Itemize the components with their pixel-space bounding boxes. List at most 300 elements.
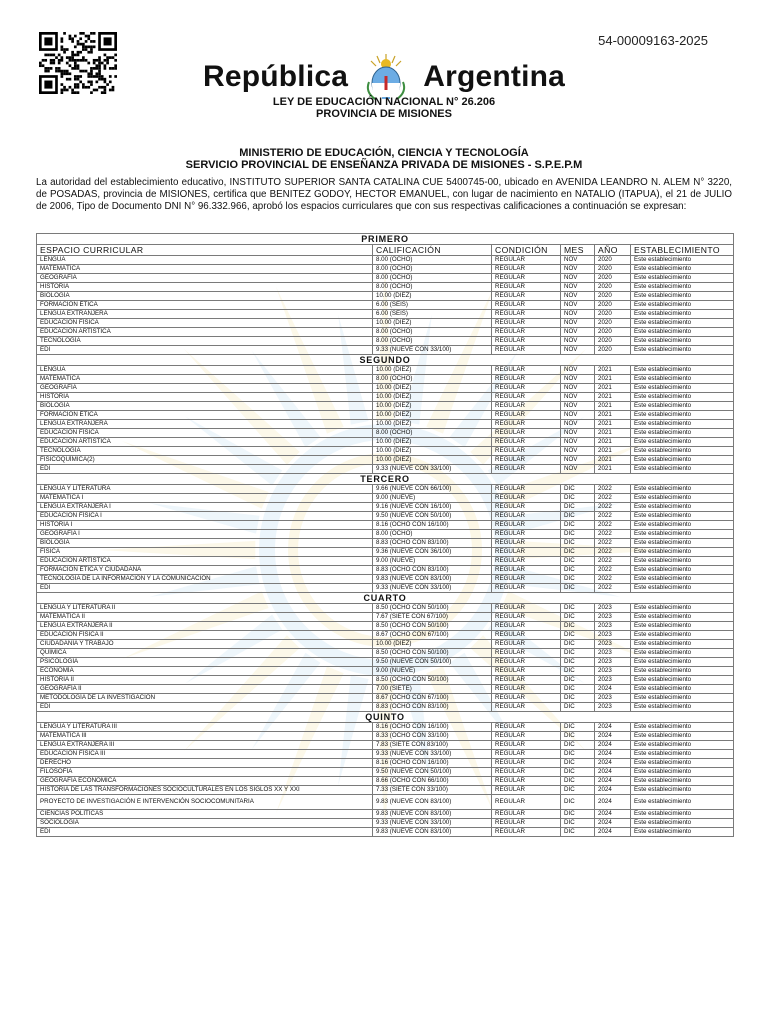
cell-condition: REGULAR (492, 649, 561, 658)
cell-grade: 9.16 (NUEVE CON 16/100) (373, 503, 492, 512)
cell-year: 2022 (595, 584, 631, 593)
cell-condition: REGULAR (492, 828, 561, 837)
cell-year: 2020 (595, 328, 631, 337)
table-row (37, 375, 734, 384)
cell-year: 2022 (595, 503, 631, 512)
cell-month: DIC (561, 741, 595, 750)
cell-year: 2020 (595, 319, 631, 328)
table-row (37, 575, 734, 584)
table-row (37, 292, 734, 301)
cell-institution: Este establecimiento (631, 438, 734, 447)
cell-month: DIC (561, 512, 595, 521)
cell-institution: Este establecimiento (631, 640, 734, 649)
cell-condition: REGULAR (492, 346, 561, 355)
cell-year: 2024 (595, 786, 631, 795)
column-header-institution: ESTABLECIMIENTO (631, 245, 734, 256)
table-row (37, 265, 734, 274)
table-row (37, 703, 734, 712)
cell-grade: 10.00 (DIEZ) (373, 393, 492, 402)
cell-month: NOV (561, 310, 595, 319)
cell-grade: 9.33 (NUEVE CON 33/100) (373, 465, 492, 474)
year-section-title: PRIMERO (37, 234, 734, 245)
cell-grade: 8.50 (OCHO CON 50/100) (373, 649, 492, 658)
cell-grade: 8.33 (OCHO CON 33/100) (373, 732, 492, 741)
table-row (37, 676, 734, 685)
table-row (37, 503, 734, 512)
cell-condition: REGULAR (492, 539, 561, 548)
cell-subject: GEOGRAFÍA I (37, 530, 373, 539)
cell-grade: 10.00 (DIEZ) (373, 640, 492, 649)
cell-grade: 9.83 (NUEVE CON 83/100) (373, 795, 492, 810)
cell-subject: HISTORIA II (37, 676, 373, 685)
cell-grade: 10.00 (DIEZ) (373, 292, 492, 301)
cell-subject: LENGUA Y LITERATURA III (37, 723, 373, 732)
cell-month: NOV (561, 375, 595, 384)
cell-subject: PSICOLOGÍA (37, 658, 373, 667)
table-row (37, 759, 734, 768)
cell-condition: REGULAR (492, 402, 561, 411)
table-row (37, 420, 734, 429)
cell-subject: CIUDADANÍA Y TRABAJO (37, 640, 373, 649)
cell-month: DIC (561, 649, 595, 658)
cell-year: 2021 (595, 384, 631, 393)
cell-grade: 8.67 (OCHO CON 67/100) (373, 694, 492, 703)
cell-month: DIC (561, 530, 595, 539)
table-row (37, 274, 734, 283)
cell-subject: LENGUA (37, 256, 373, 265)
cell-institution: Este establecimiento (631, 810, 734, 819)
cell-condition: REGULAR (492, 447, 561, 456)
cell-condition: REGULAR (492, 503, 561, 512)
cell-condition: REGULAR (492, 456, 561, 465)
cell-month: DIC (561, 604, 595, 613)
cell-grade: 8.00 (OCHO) (373, 274, 492, 283)
cell-subject: TECNOLOGÍA DE LA INFORMACIÓN Y LA COMUNICACIÓN (37, 575, 373, 584)
cell-year: 2024 (595, 685, 631, 694)
cell-subject: FISICOQUÍMICA(2) (37, 456, 373, 465)
cell-month: DIC (561, 521, 595, 530)
cell-year: 2024 (595, 759, 631, 768)
cell-month: DIC (561, 694, 595, 703)
cell-year: 2024 (595, 768, 631, 777)
cell-subject: DERECHO (37, 759, 373, 768)
table-row (37, 521, 734, 530)
cell-subject: ECONOMÍA (37, 667, 373, 676)
table-row (37, 723, 734, 732)
cell-subject: GEOGRAFÍA II (37, 685, 373, 694)
cell-subject: HISTORIA (37, 393, 373, 402)
cell-month: NOV (561, 447, 595, 456)
cell-grade: 10.00 (DIEZ) (373, 456, 492, 465)
cell-month: DIC (561, 640, 595, 649)
cell-month: NOV (561, 319, 595, 328)
cell-condition: REGULAR (492, 750, 561, 759)
cell-subject: BIOLOGÍA (37, 539, 373, 548)
cell-subject: EDUCACIÓN FÍSICA II (37, 631, 373, 640)
cell-month: NOV (561, 429, 595, 438)
cell-grade: 8.67 (OCHO CON 67/100) (373, 631, 492, 640)
cell-subject: FORMACIÓN ÉTICA (37, 301, 373, 310)
cell-condition: REGULAR (492, 584, 561, 593)
cell-institution: Este establecimiento (631, 310, 734, 319)
column-header-month: MES (561, 245, 595, 256)
cell-grade: 10.00 (DIEZ) (373, 411, 492, 420)
cell-grade: 8.50 (OCHO CON 50/100) (373, 676, 492, 685)
cell-institution: Este establecimiento (631, 521, 734, 530)
cell-institution: Este establecimiento (631, 393, 734, 402)
cell-grade: 8.00 (OCHO) (373, 375, 492, 384)
cell-institution: Este establecimiento (631, 819, 734, 828)
cell-subject: EDUCACIÓN FÍSICA (37, 429, 373, 438)
cell-condition: REGULAR (492, 640, 561, 649)
cell-month: DIC (561, 795, 595, 810)
table-row (37, 810, 734, 819)
cell-grade: 9.33 (NUEVE CON 33/100) (373, 584, 492, 593)
cell-year: 2022 (595, 494, 631, 503)
cell-condition: REGULAR (492, 310, 561, 319)
cell-condition: REGULAR (492, 613, 561, 622)
cell-month: DIC (561, 494, 595, 503)
cell-grade: 9.83 (NUEVE CON 83/100) (373, 828, 492, 837)
cell-year: 2024 (595, 777, 631, 786)
cell-institution: Este establecimiento (631, 503, 734, 512)
cell-subject: TECNOLOGÍA (37, 337, 373, 346)
cell-condition: REGULAR (492, 819, 561, 828)
cell-institution: Este establecimiento (631, 485, 734, 494)
cell-condition: REGULAR (492, 521, 561, 530)
cell-year: 2024 (595, 795, 631, 810)
cell-institution: Este establecimiento (631, 613, 734, 622)
cell-month: NOV (561, 256, 595, 265)
cell-condition: REGULAR (492, 411, 561, 420)
cell-month: NOV (561, 337, 595, 346)
column-header-year: AÑO (595, 245, 631, 256)
cell-month: NOV (561, 292, 595, 301)
cell-year: 2020 (595, 337, 631, 346)
year-section-row (37, 355, 734, 366)
cell-condition: REGULAR (492, 438, 561, 447)
cell-condition: REGULAR (492, 759, 561, 768)
cell-year: 2020 (595, 346, 631, 355)
cell-institution: Este establecimiento (631, 265, 734, 274)
cell-month: DIC (561, 777, 595, 786)
cell-condition: REGULAR (492, 658, 561, 667)
cell-condition: REGULAR (492, 429, 561, 438)
cell-institution: Este establecimiento (631, 703, 734, 712)
cell-subject: MATEMÁTICA (37, 375, 373, 384)
cell-subject: LENGUA EXTRANJERA II (37, 622, 373, 631)
cell-subject: EDUCACIÓN FÍSICA (37, 319, 373, 328)
table-row (37, 685, 734, 694)
cell-month: DIC (561, 539, 595, 548)
cell-condition: REGULAR (492, 328, 561, 337)
cell-subject: FORMACIÓN ÉTICA Y CIUDADANA (37, 566, 373, 575)
table-row (37, 402, 734, 411)
cell-year: 2022 (595, 566, 631, 575)
cell-condition: REGULAR (492, 548, 561, 557)
cell-month: NOV (561, 465, 595, 474)
cell-year: 2023 (595, 676, 631, 685)
cell-year: 2023 (595, 604, 631, 613)
cell-subject: HISTORIA (37, 283, 373, 292)
table-row (37, 768, 734, 777)
cell-year: 2021 (595, 393, 631, 402)
cell-condition: REGULAR (492, 685, 561, 694)
cell-year: 2023 (595, 622, 631, 631)
cell-condition: REGULAR (492, 795, 561, 810)
cell-month: DIC (561, 768, 595, 777)
cell-year: 2021 (595, 438, 631, 447)
cell-institution: Este establecimiento (631, 292, 734, 301)
cell-institution: Este establecimiento (631, 741, 734, 750)
cell-month: DIC (561, 723, 595, 732)
cell-institution: Este establecimiento (631, 557, 734, 566)
cell-grade: 8.16 (OCHO CON 16/100) (373, 723, 492, 732)
year-section-title: TERCERO (37, 474, 734, 485)
cell-institution: Este establecimiento (631, 828, 734, 837)
table-row (37, 694, 734, 703)
cell-year: 2024 (595, 723, 631, 732)
cell-grade: 7.00 (SIETE) (373, 685, 492, 694)
cell-institution: Este establecimiento (631, 346, 734, 355)
cell-year: 2021 (595, 420, 631, 429)
cell-condition: REGULAR (492, 557, 561, 566)
cell-condition: REGULAR (492, 667, 561, 676)
cell-condition: REGULAR (492, 810, 561, 819)
cell-condition: REGULAR (492, 301, 561, 310)
cell-institution: Este establecimiento (631, 429, 734, 438)
cell-condition: REGULAR (492, 631, 561, 640)
cell-institution: Este establecimiento (631, 786, 734, 795)
cell-year: 2022 (595, 521, 631, 530)
document-number: 54-00009163-2025 (598, 33, 708, 48)
cell-month: DIC (561, 622, 595, 631)
cell-institution: Este establecimiento (631, 465, 734, 474)
cell-year: 2023 (595, 631, 631, 640)
cell-condition: REGULAR (492, 694, 561, 703)
cell-institution: Este establecimiento (631, 768, 734, 777)
cell-month: NOV (561, 366, 595, 375)
cell-grade: 9.33 (NUEVE CON 33/100) (373, 750, 492, 759)
cell-condition: REGULAR (492, 366, 561, 375)
cell-subject: BIOLOGÍA (37, 292, 373, 301)
cell-month: DIC (561, 658, 595, 667)
cell-month: NOV (561, 402, 595, 411)
table-row (37, 337, 734, 346)
table-row (37, 512, 734, 521)
cell-month: DIC (561, 759, 595, 768)
cell-institution: Este establecimiento (631, 548, 734, 557)
column-header-row (37, 245, 734, 256)
cell-subject: LENGUA EXTRANJERA I (37, 503, 373, 512)
table-row (37, 786, 734, 795)
cell-institution: Este establecimiento (631, 676, 734, 685)
cell-year: 2020 (595, 265, 631, 274)
cell-institution: Este establecimiento (631, 795, 734, 810)
cell-institution: Este establecimiento (631, 584, 734, 593)
cell-grade: 8.83 (OCHO CON 83/100) (373, 539, 492, 548)
cell-subject: TECNOLOGÍA (37, 447, 373, 456)
cell-grade: 8.50 (OCHO CON 50/100) (373, 622, 492, 631)
cell-grade: 10.00 (DIEZ) (373, 319, 492, 328)
cell-subject: PROYECTO DE INVESTIGACIÓN E INTERVENCIÓN SOCIOCOMUNITARIA (37, 795, 373, 810)
cell-institution: Este establecimiento (631, 777, 734, 786)
table-row (37, 530, 734, 539)
cell-institution: Este establecimiento (631, 274, 734, 283)
cell-condition: REGULAR (492, 337, 561, 346)
table-row (37, 732, 734, 741)
cell-grade: 9.83 (NUEVE CON 83/100) (373, 575, 492, 584)
cell-subject: EDI (37, 828, 373, 837)
cell-month: NOV (561, 274, 595, 283)
certification-text: La autoridad del establecimiento educativo, INSTITUTO SUPERIOR SANTA CATALINA CUE 5400745-00, ubicado en AVENIDA LEANDRO N. ALEM N° 3220, de POSADAS, provincia de MISIONES, certifica que BENITEZ GODOY, HECTOR EMANUEL, con lugar de nacimiento en NATALIO (ITAPUA), el 21 de JULIO de 2006, Tipo de Documento DNI N° 96.332.966, aprobó los espacios curriculares que con sus respectivas calificaciones a continuación se expresan: (36, 177, 732, 213)
cell-subject: GEOGRAFÍA (37, 384, 373, 393)
cell-grade: 9.00 (NUEVE) (373, 667, 492, 676)
cell-grade: 8.83 (OCHO CON 83/100) (373, 703, 492, 712)
table-row (37, 622, 734, 631)
cell-month: NOV (561, 393, 595, 402)
cell-subject: EDI (37, 703, 373, 712)
cell-month: NOV (561, 420, 595, 429)
cell-institution: Este establecimiento (631, 283, 734, 292)
table-row (37, 319, 734, 328)
cell-grade: 7.33 (SIETE CON 33/100) (373, 786, 492, 795)
cell-year: 2024 (595, 828, 631, 837)
cell-month: NOV (561, 346, 595, 355)
province-line: PROVINCIA DE MISIONES (316, 108, 452, 120)
cell-institution: Este establecimiento (631, 604, 734, 613)
cell-year: 2021 (595, 411, 631, 420)
cell-grade: 10.00 (DIEZ) (373, 366, 492, 375)
table-row (37, 667, 734, 676)
cell-grade: 9.50 (NUEVE CON 50/100) (373, 768, 492, 777)
cell-subject: EDUCACIÓN FÍSICA I (37, 512, 373, 521)
table-row (37, 750, 734, 759)
cell-subject: MATEMÁTICA I (37, 494, 373, 503)
cell-grade: 6.00 (SEIS) (373, 301, 492, 310)
cell-grade: 9.00 (NUEVE) (373, 494, 492, 503)
column-header-subject: ESPACIO CURRICULAR (37, 245, 373, 256)
year-section-row (37, 234, 734, 245)
cell-institution: Este establecimiento (631, 530, 734, 539)
cell-grade: 10.00 (DIEZ) (373, 384, 492, 393)
table-row (37, 384, 734, 393)
cell-subject: FORMACIÓN ÉTICA (37, 411, 373, 420)
cell-year: 2023 (595, 667, 631, 676)
cell-institution: Este establecimiento (631, 375, 734, 384)
national-coat-of-arms-icon (363, 52, 409, 102)
cell-grade: 9.33 (NUEVE CON 33/100) (373, 346, 492, 355)
cell-institution: Este establecimiento (631, 723, 734, 732)
table-row (37, 566, 734, 575)
cell-year: 2021 (595, 456, 631, 465)
cell-condition: REGULAR (492, 566, 561, 575)
cell-grade: 9.36 (NUEVE CON 36/100) (373, 548, 492, 557)
cell-year: 2023 (595, 613, 631, 622)
cell-year: 2022 (595, 557, 631, 566)
cell-institution: Este establecimiento (631, 649, 734, 658)
table-row (37, 393, 734, 402)
cell-year: 2024 (595, 810, 631, 819)
cell-subject: METODOLOGÍA DE LA INVESTIGACIÓN (37, 694, 373, 703)
cell-subject: LENGUA EXTRANJERA (37, 310, 373, 319)
cell-grade: 7.83 (SIETE CON 83/100) (373, 741, 492, 750)
cell-month: DIC (561, 828, 595, 837)
law-heading (0, 96, 768, 120)
year-section-row (37, 593, 734, 604)
cell-grade: 7.67 (SIETE CON 67/100) (373, 613, 492, 622)
table-row (37, 494, 734, 503)
cell-institution: Este establecimiento (631, 512, 734, 521)
cell-month: NOV (561, 456, 595, 465)
ministry-heading (0, 147, 768, 171)
cell-institution: Este establecimiento (631, 411, 734, 420)
cell-grade: 6.00 (SEIS) (373, 310, 492, 319)
cell-condition: REGULAR (492, 530, 561, 539)
cell-year: 2023 (595, 694, 631, 703)
table-row (37, 485, 734, 494)
table-row (37, 539, 734, 548)
cell-subject: EDUCACIÓN ARTÍSTICA (37, 438, 373, 447)
cell-subject: QUÍMICA (37, 649, 373, 658)
table-row (37, 584, 734, 593)
table-row (37, 447, 734, 456)
cell-month: DIC (561, 667, 595, 676)
cell-subject: MATEMÁTICA III (37, 732, 373, 741)
column-header-condition: CONDICIÓN (492, 245, 561, 256)
cell-institution: Este establecimiento (631, 750, 734, 759)
cell-condition: REGULAR (492, 265, 561, 274)
table-row (37, 658, 734, 667)
table-row (37, 438, 734, 447)
cell-year: 2023 (595, 640, 631, 649)
table-row (37, 301, 734, 310)
cell-year: 2020 (595, 256, 631, 265)
cell-grade: 8.16 (OCHO CON 16/100) (373, 759, 492, 768)
year-section-title: QUINTO (37, 712, 734, 723)
cell-subject: HISTORIA I (37, 521, 373, 530)
cell-subject: EDUCACIÓN ARTÍSTICA (37, 557, 373, 566)
cell-year: 2022 (595, 539, 631, 548)
cell-year: 2020 (595, 310, 631, 319)
cell-year: 2021 (595, 465, 631, 474)
cell-institution: Este establecimiento (631, 384, 734, 393)
cell-grade: 9.83 (NUEVE CON 83/100) (373, 810, 492, 819)
cell-year: 2022 (595, 485, 631, 494)
cell-month: NOV (561, 301, 595, 310)
cell-grade: 9.00 (NUEVE) (373, 557, 492, 566)
cell-year: 2023 (595, 703, 631, 712)
table-row (37, 429, 734, 438)
cell-month: DIC (561, 819, 595, 828)
cell-grade: 8.00 (OCHO) (373, 429, 492, 438)
cell-subject: LENGUA Y LITERATURA (37, 485, 373, 494)
ministry-line: MINISTERIO DE EDUCACIÓN, CIENCIA Y TECNOLOGÍA (239, 147, 529, 159)
cell-subject: MATEMÁTICA (37, 265, 373, 274)
year-section-title: CUARTO (37, 593, 734, 604)
year-section-row (37, 712, 734, 723)
cell-month: DIC (561, 584, 595, 593)
cell-subject: EDI (37, 584, 373, 593)
cell-grade: 8.00 (OCHO) (373, 328, 492, 337)
cell-condition: REGULAR (492, 384, 561, 393)
cell-year: 2024 (595, 732, 631, 741)
table-row (37, 328, 734, 337)
year-section-row (37, 474, 734, 485)
cell-institution: Este establecimiento (631, 402, 734, 411)
cell-year: 2021 (595, 366, 631, 375)
cell-condition: REGULAR (492, 622, 561, 631)
